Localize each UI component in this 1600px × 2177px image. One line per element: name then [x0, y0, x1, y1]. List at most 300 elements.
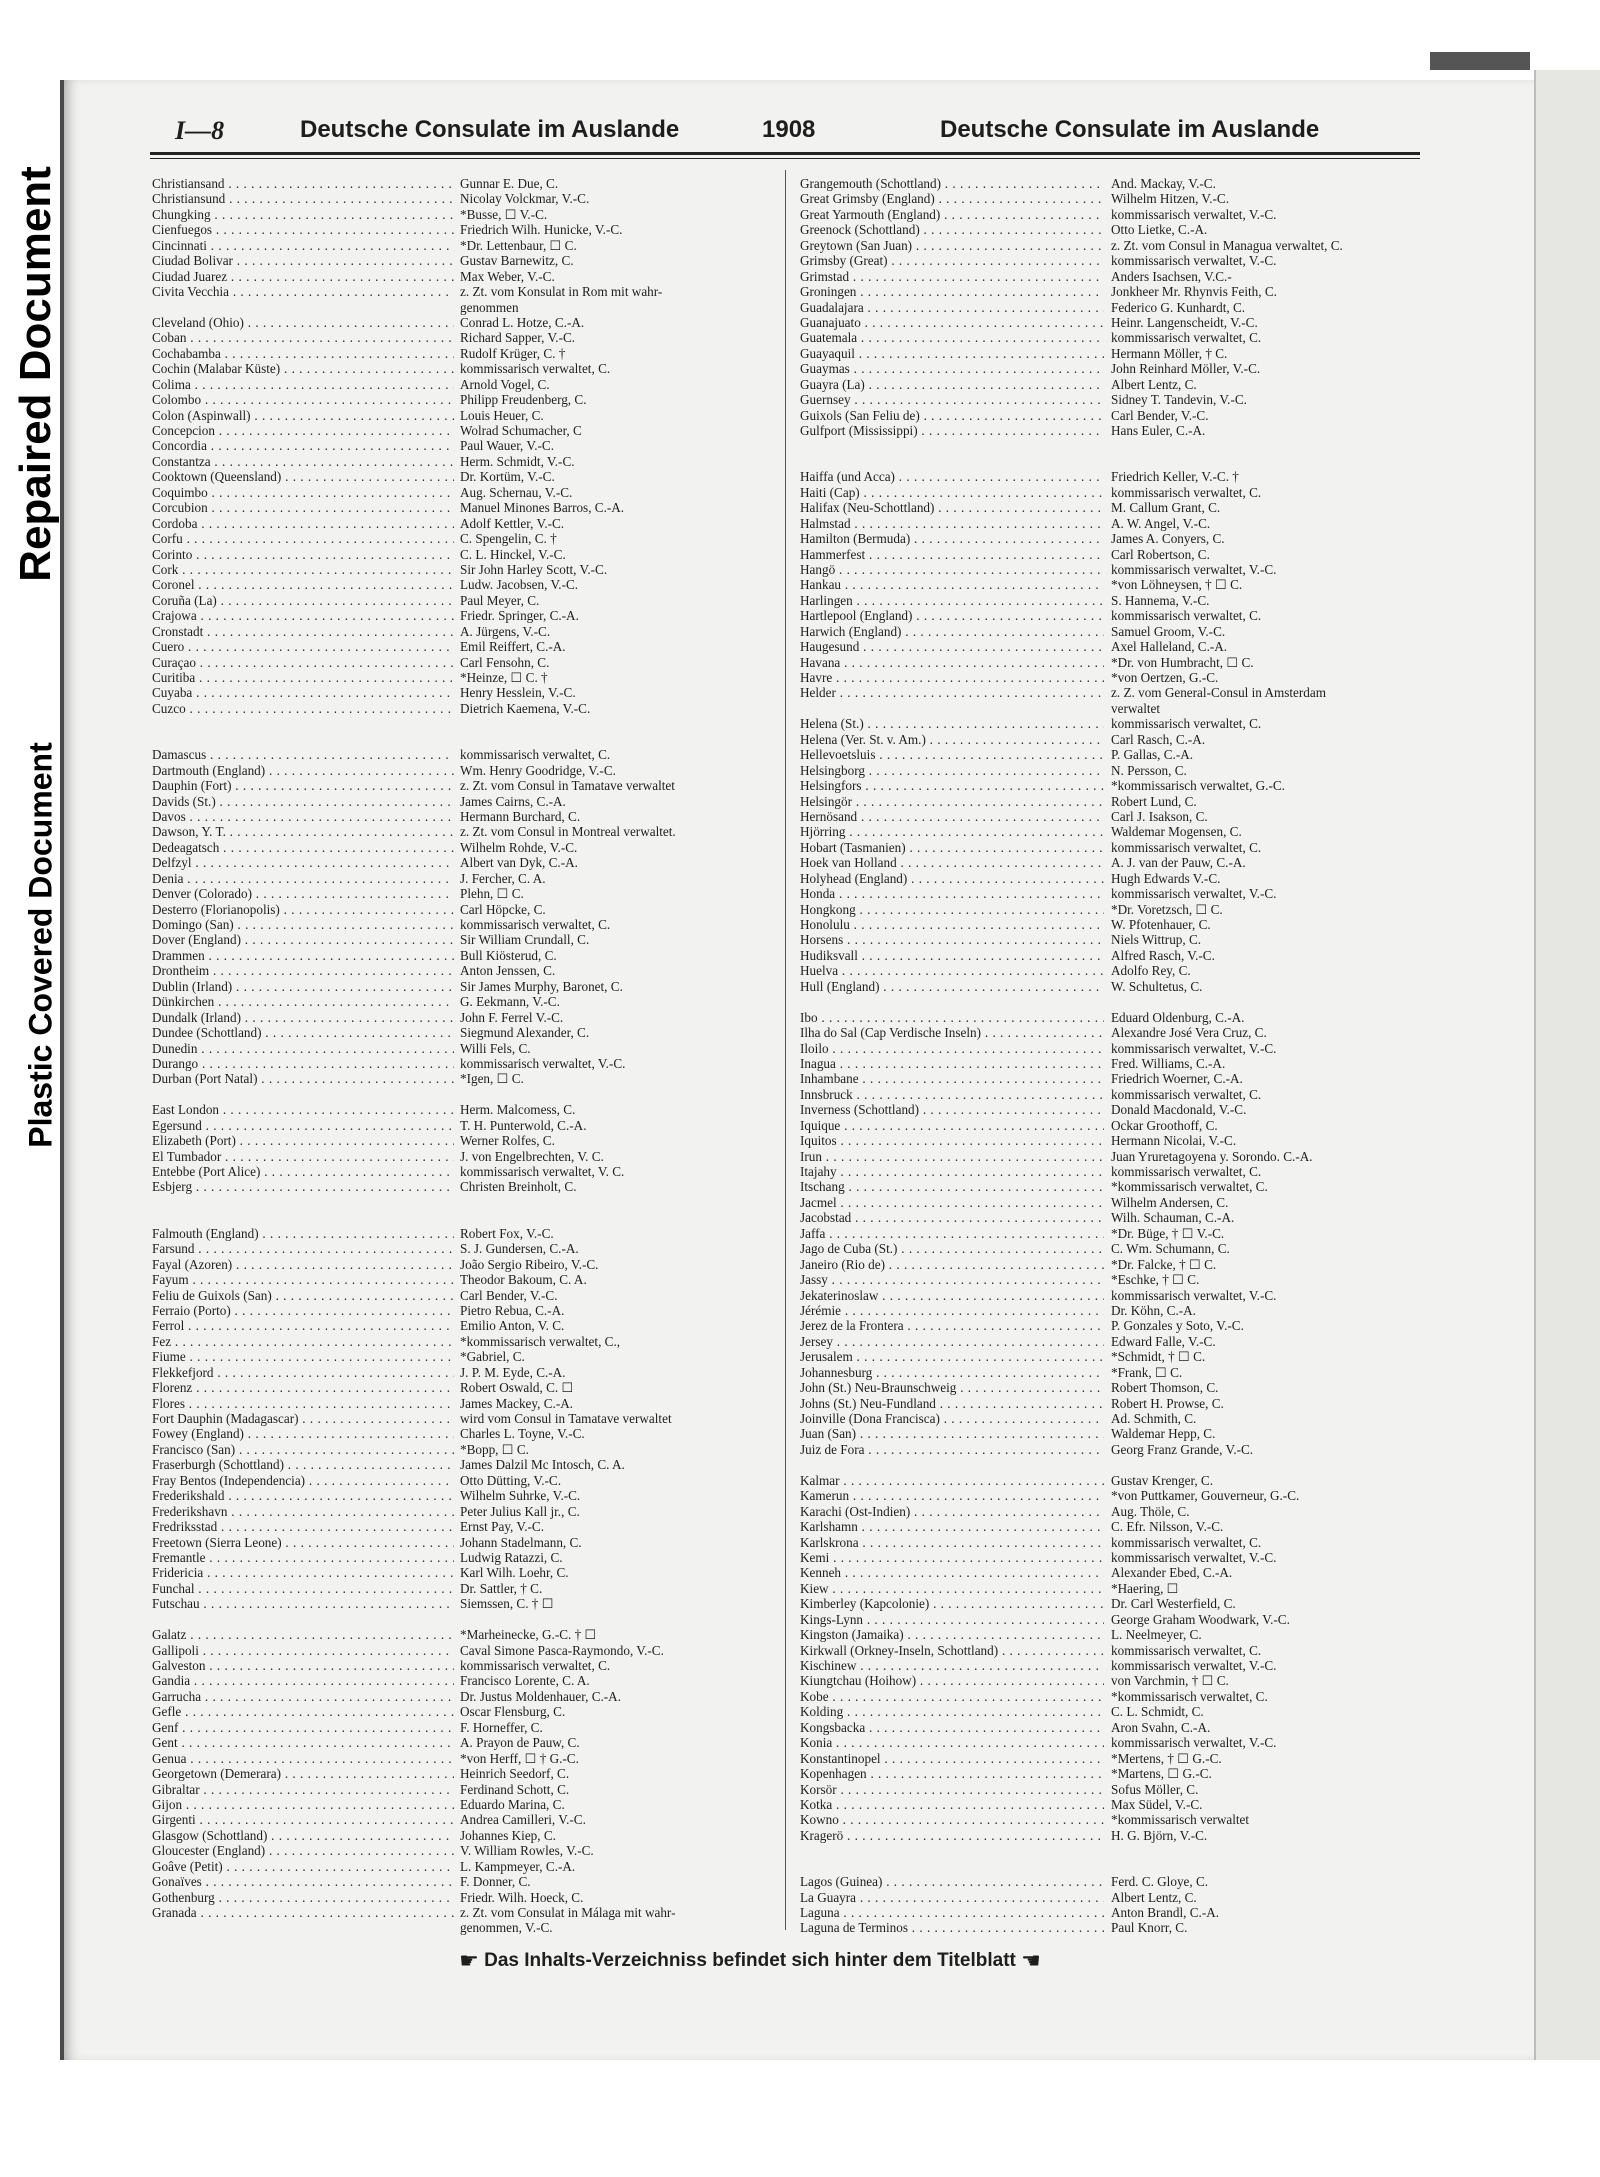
consul-name: Anders Isachsen, V.C.- — [1111, 268, 1232, 284]
consul-name: Carl Höpcke, C. — [460, 901, 546, 917]
place-name: Cochin (Malabar Küste) . . . — [152, 361, 454, 376]
place-name: Kiew . . . — [800, 1581, 1104, 1596]
consulate-entry — [152, 1766, 772, 1781]
place-name: Gulfport (Mississippi) . . . — [800, 423, 1104, 438]
consul-name: W. Pfotenhauer, C. — [1111, 917, 1211, 932]
consul-name: *Schmidt, † ☐ C. — [1111, 1349, 1206, 1365]
consulate-entry — [800, 1257, 1430, 1272]
place-name: Helsingfors . . . — [800, 778, 1104, 793]
consulate-entry — [800, 1797, 1430, 1812]
place-name: Fray Bentos (Independencia) . . . — [152, 1473, 454, 1488]
consulate-entry — [800, 778, 1430, 793]
consul-name: Oscar Flensburg, C. — [460, 1704, 566, 1720]
place-name: Jersey . . . — [800, 1334, 1104, 1349]
consul-name: genommen, V.-C. — [460, 1920, 553, 1936]
place-name: Hobart (Tasmanien) . . . — [800, 840, 1104, 855]
place-name: Galveston . . . — [152, 1658, 454, 1673]
place-name: Dover (England) . . . — [152, 932, 454, 947]
consulate-entry — [800, 1812, 1430, 1827]
place-name: Concepcion . . . — [152, 423, 454, 438]
place-name: Kotka . . . — [800, 1797, 1104, 1812]
consulate-entry — [800, 1643, 1430, 1658]
consulate-entry — [800, 1010, 1430, 1025]
consulate-entry — [152, 361, 772, 376]
consul-name: A. J. van der Pauw, C.-A. — [1111, 855, 1246, 871]
consulate-entry — [152, 1149, 772, 1164]
consul-name: Dietrich Kaemena, V.-C. — [460, 700, 591, 716]
consul-name: Nicolay Volckmar, V.-C. — [460, 191, 590, 207]
consulate-entry — [152, 1257, 772, 1272]
place-name: Halifax (Neu-Schottland) . . . — [800, 500, 1104, 515]
consulate-entry — [152, 1658, 772, 1673]
place-name: Cienfuegos . . . — [152, 222, 454, 237]
header-title-right: Deutsche Consulate im Auslande — [940, 116, 1320, 143]
consulate-entry — [800, 438, 1430, 453]
place-name: Fayal (Azoren) . . . — [152, 1257, 454, 1272]
consulate-entry — [152, 1426, 772, 1441]
consul-name: C. L. Schmidt, C. — [1111, 1704, 1204, 1720]
consul-name: Robert Lund, C. — [1111, 793, 1197, 809]
consulate-entry — [800, 747, 1430, 762]
consul-name: Robert H. Prowse, C. — [1111, 1395, 1224, 1411]
place-name: Greytown (San Juan) . . . — [800, 238, 1104, 253]
consul-name: Willi Fels, C. — [460, 1040, 531, 1056]
consulate-entry — [152, 562, 772, 577]
consulate-entry — [800, 1426, 1430, 1441]
place-name: Drontheim . . . — [152, 963, 454, 978]
place-name: Granada . . . — [152, 1905, 454, 1920]
consul-name: *Bopp, ☐ C. — [460, 1441, 529, 1457]
place-name: Halmstad . . . — [800, 516, 1104, 531]
consul-name: Friedrich Wilh. Hunicke, V.-C. — [460, 222, 623, 238]
consulate-entry — [152, 408, 772, 423]
consulate-entry — [800, 1874, 1430, 1889]
consulate-entry — [152, 932, 772, 947]
consulate-entry — [800, 1179, 1430, 1194]
consulate-entry — [152, 346, 772, 361]
consul-name: Ad. Schmith, C. — [1111, 1411, 1197, 1426]
place-name: Kiungtchau (Hoihow) . . . — [800, 1673, 1104, 1688]
consulate-entry — [152, 1087, 772, 1102]
consulate-entry — [800, 1288, 1430, 1303]
consul-name: Rudolf Krüger, C. † — [460, 345, 566, 361]
consul-name: Richard Sapper, V.-C. — [460, 330, 576, 346]
consul-name: kommissarisch verwaltet, C. — [1111, 1164, 1262, 1179]
consulate-entry — [152, 809, 772, 824]
place-name: Karlshamn . . . — [800, 1519, 1104, 1534]
consul-name: Eduardo Marina, C. — [460, 1796, 565, 1812]
consul-name: João Sergio Ribeiro, V.-C. — [460, 1256, 599, 1272]
consul-name: Gunnar E. Due, C. — [460, 176, 559, 191]
consulate-entry — [152, 840, 772, 855]
place-name: Iquique . . . — [800, 1118, 1104, 1133]
consulate-entry — [152, 1689, 772, 1704]
consul-name: S. Hannema, V.-C. — [1111, 592, 1210, 608]
place-name: Genf . . . — [152, 1720, 454, 1735]
place-name: Hudiksvall . . . — [800, 948, 1104, 963]
place-name: Colombo . . . — [152, 392, 454, 407]
place-name: Domingo (San) . . . — [152, 917, 454, 932]
place-name: Harwich (England) . . . — [800, 624, 1104, 639]
consul-name: Wolrad Schumacher, C — [460, 423, 582, 438]
consul-name: Dr. Kortüm, V.-C. — [460, 469, 555, 485]
place-name: Grangemouth (Schottland) . . . — [800, 176, 1104, 191]
consulate-entry — [152, 531, 772, 546]
consulate-entry — [800, 624, 1430, 639]
consul-name: kommissarisch verwaltet, C. — [460, 361, 611, 377]
place-name: Delfzyl . . . — [152, 855, 454, 870]
place-name: Cleveland (Ohio) . . . — [152, 315, 454, 330]
consul-name: Otto Lietke, C.-A. — [1111, 222, 1208, 238]
consulate-entry — [152, 1349, 772, 1364]
consulate-entry — [800, 1535, 1430, 1550]
consulate-entry — [800, 222, 1430, 237]
place-name: Kopenhagen . . . — [800, 1766, 1104, 1781]
consul-name: Anton Jenssen, C. — [460, 963, 556, 979]
consulate-entry — [800, 207, 1430, 222]
consulate-entry — [800, 1920, 1430, 1935]
place-name: Esbjerg . . . — [152, 1179, 454, 1194]
consul-name: Sir John Harley Scott, V.-C. — [460, 561, 608, 577]
consul-name: kommissarisch verwaltet, V.-C. — [1111, 886, 1277, 902]
place-name: Gefle . . . — [152, 1704, 454, 1719]
consul-name: *Frank, ☐ C. — [1111, 1364, 1183, 1380]
consul-name: F. Donner, C. — [460, 1874, 531, 1890]
consulate-entry — [152, 1334, 772, 1349]
place-name: Konstantinopel . . . — [800, 1751, 1104, 1766]
place-name: John (St.) Neu-Braunschweig . . . — [800, 1380, 1104, 1395]
consul-name: Waldemar Mogensen, C. — [1111, 824, 1242, 840]
consul-name: J. P. M. Eyde, C.-A. — [460, 1364, 566, 1380]
place-name: Inhambane . . . — [800, 1071, 1104, 1086]
left-column — [152, 176, 772, 1936]
place-name: Kobe . . . — [800, 1689, 1104, 1704]
consulate-entry — [152, 1596, 772, 1611]
consulate-entry — [152, 1041, 772, 1056]
place-name: Durban (Port Natal) . . . — [152, 1071, 454, 1086]
consul-name: Emil Reiffert, C.-A. — [460, 639, 566, 655]
consul-name: Werner Rolfes, C. — [460, 1133, 555, 1149]
consul-name: Karl Wilh. Loehr, C. — [460, 1565, 569, 1581]
consul-name: Max Weber, V.-C. — [460, 268, 555, 284]
place-name: Great Yarmouth (England) . . . — [800, 207, 1104, 222]
consul-name: Hermann Burchard, C. — [460, 808, 581, 824]
consul-name: C. Wm. Schumann, C. — [1111, 1241, 1230, 1257]
consulate-entry — [800, 979, 1430, 994]
place-name: Cordoba . . . — [152, 516, 454, 531]
header-rule — [150, 152, 1420, 155]
pointing-hand-right-icon: ☛ — [459, 1948, 479, 1973]
consul-name: Waldemar Hepp, C. — [1111, 1426, 1216, 1442]
consul-name: *Dr. von Humbracht, ☐ C. — [1111, 654, 1254, 670]
place-name: Kings-Lynn . . . — [800, 1612, 1104, 1627]
consul-name: *Dr. Büge, † ☐ V.-C. — [1111, 1225, 1225, 1241]
place-name: Itajahy . . . — [800, 1164, 1104, 1179]
consul-name: Juan Yruretagoyena y. Sorondo. C.-A. — [1111, 1148, 1313, 1164]
consulate-entry — [152, 485, 772, 500]
consul-name: Siemssen, C. † ☐ — [460, 1596, 554, 1612]
place-name: Kimberley (Kapcolonie) . . . — [800, 1596, 1104, 1611]
consul-name: Carl Rasch, C.-A. — [1111, 731, 1206, 747]
place-name: Curaçao . . . — [152, 655, 454, 670]
consulate-entry — [800, 886, 1430, 901]
consulate-entry — [800, 1149, 1430, 1164]
consul-name: Ferd. C. Gloye, C. — [1111, 1874, 1209, 1890]
place-name: Entebbe (Port Alice) . . . — [152, 1164, 454, 1179]
consulate-entry — [152, 1303, 772, 1318]
consul-name: Ferdinand Schott, C. — [460, 1781, 570, 1797]
consul-name: C. L. Hinckel, V.-C. — [460, 546, 566, 562]
place-name: Laguna de Terminos . . . — [800, 1920, 1104, 1935]
consul-name: G. Eekmann, V.-C. — [460, 994, 560, 1010]
consul-name: Edward Falle, V.-C. — [1111, 1333, 1216, 1349]
consulate-entry — [800, 1071, 1430, 1086]
consulate-entry — [152, 1010, 772, 1025]
consul-name: S. J. Gundersen, C.-A. — [460, 1241, 579, 1257]
consulate-entry — [152, 176, 772, 191]
consulate-entry — [800, 253, 1430, 268]
consul-name: Ludwig Ratazzi, C. — [460, 1549, 563, 1565]
place-name: Genua . . . — [152, 1751, 454, 1766]
consulate-entry — [152, 222, 772, 237]
place-name: Horsens . . . — [800, 932, 1104, 947]
repaired-document-label: Repaired Document — [10, 118, 62, 630]
consul-name: Aug. Schernau, V.-C. — [460, 484, 573, 500]
consulate-entry — [800, 469, 1430, 484]
consul-name: Pietro Rebua, C.-A. — [460, 1302, 565, 1318]
consul-name: kommissarisch verwaltet, V.-C. — [1111, 1549, 1277, 1565]
consul-name: kommissarisch verwaltet, V.-C. — [1111, 1735, 1277, 1751]
consulate-entry — [800, 284, 1430, 299]
consul-name: Eduard Oldenburg, C.-A. — [1111, 1009, 1245, 1025]
consulate-entry — [152, 1751, 772, 1766]
consul-name: P. Gallas, C.-A. — [1111, 747, 1194, 763]
consul-name: kommissarisch verwaltet, V.-C. — [1111, 206, 1277, 222]
consulate-entry — [800, 1056, 1430, 1071]
consul-name: Jonkheer Mr. Rhynvis Feith, C. — [1111, 284, 1277, 300]
consulate-entry — [152, 1272, 772, 1287]
consul-name: Robert Thomson, C. — [1111, 1380, 1219, 1396]
consul-name: M. Callum Grant, C. — [1111, 500, 1221, 516]
consulate-entry — [800, 377, 1430, 392]
place-name: Fridericia . . . — [152, 1565, 454, 1580]
consul-name: James Cairns, C.-A. — [460, 793, 566, 809]
place-name: Christiansund . . . — [152, 191, 454, 206]
page-tab — [1430, 52, 1530, 70]
consulate-entry — [152, 979, 772, 994]
consulate-entry — [800, 1704, 1430, 1719]
consul-name: kommissarisch verwaltet, V.-C. — [1111, 1658, 1277, 1673]
consulate-entry — [152, 917, 772, 932]
consulate-entry — [152, 500, 772, 515]
consulate-entry — [800, 855, 1430, 870]
consulate-entry — [800, 1658, 1430, 1673]
consul-name: z. Zt. vom Konsulat in Rom mit wahr- — [460, 284, 663, 300]
consul-name: Herm. Malcomess, C. — [460, 1102, 576, 1118]
consul-name: Max Südel, V.-C. — [1111, 1796, 1203, 1812]
place-name: Gloucester (England) . . . — [152, 1843, 454, 1858]
consulate-entry — [152, 763, 772, 778]
place-name: Fremantle . . . — [152, 1550, 454, 1565]
consul-name: Paul Wauer, V.-C. — [460, 438, 555, 454]
consulate-entry — [800, 794, 1430, 809]
place-name: Irun . . . — [800, 1149, 1104, 1164]
place-name: Girgenti . . . — [152, 1812, 454, 1827]
consulate-entry — [800, 547, 1430, 562]
consul-name: Otto Dütting, V.-C. — [460, 1472, 561, 1488]
place-name: Guixols (San Feliu de) . . . — [800, 408, 1104, 423]
consul-name: J. Fercher, C. A. — [460, 870, 546, 886]
consulate-entry — [800, 840, 1430, 855]
place-name: Feliu de Guixols (San) . . . — [152, 1288, 454, 1303]
place-name: Galatz . . . — [152, 1627, 454, 1642]
place-name: Frederikshavn . . . — [152, 1504, 454, 1519]
consul-name: kommissarisch verwaltet, C. — [1111, 716, 1262, 732]
consul-name: Gustav Krenger, C. — [1111, 1472, 1214, 1488]
consul-name: And. Mackay, V.-C. — [1111, 176, 1216, 191]
consulate-entry — [800, 1581, 1430, 1596]
consulate-entry — [800, 1673, 1430, 1688]
consulate-entry — [800, 994, 1430, 1009]
consulate-entry — [152, 871, 772, 886]
consulate-entry — [152, 732, 772, 747]
consul-name: Emilio Anton, V. C. — [460, 1318, 565, 1334]
consulate-entry — [152, 1890, 772, 1905]
place-name: Coban . . . — [152, 330, 454, 345]
consul-name: Wilh. Schauman, C.-A. — [1111, 1210, 1235, 1226]
consulate-entry — [152, 1735, 772, 1750]
consul-name: *Martens, ☐ G.-C. — [1111, 1766, 1212, 1782]
place-name: Chungking . . . — [152, 207, 454, 222]
consul-name: Arnold Vogel, C. — [460, 376, 550, 392]
consulate-entry — [800, 1442, 1430, 1457]
place-name: Jaffa . . . — [800, 1226, 1104, 1241]
consul-name: *von Puttkamer, Gouverneur, G.-C. — [1111, 1488, 1300, 1504]
consulate-entry — [800, 1828, 1430, 1843]
consul-name: *von Löhneysen, † ☐ C. — [1111, 577, 1243, 593]
consulate-entry — [152, 670, 772, 685]
place-name: Cuzco . . . — [152, 701, 454, 716]
place-name: Dünkirchen . . . — [152, 994, 454, 1009]
consulate-entry — [152, 1396, 772, 1411]
consulate-entry — [152, 1118, 772, 1133]
consul-name: kommissarisch verwaltet, V.-C. — [1111, 561, 1277, 577]
consulate-entry — [800, 1457, 1430, 1472]
consul-name: Bull Kiösterud, C. — [460, 947, 557, 963]
consulate-entry — [800, 454, 1430, 469]
place-name: Dublin (Irland) . . . — [152, 979, 454, 994]
place-name: Johns (St.) Neu-Fundland . . . — [800, 1396, 1104, 1411]
place-name: Guaymas . . . — [800, 361, 1104, 376]
place-name: Frederikshald . . . — [152, 1488, 454, 1503]
consul-name: Axel Halleland, C.-A. — [1111, 639, 1228, 655]
consulate-entry — [152, 1442, 772, 1457]
consulate-entry — [800, 716, 1430, 731]
consul-name: Johannes Kiep, C. — [460, 1827, 556, 1843]
place-name: Grimsby (Great) . . . — [800, 253, 1104, 268]
consul-name: Adolf Kettler, V.-C. — [460, 515, 565, 531]
consul-name: John Reinhard Möller, V.-C. — [1111, 361, 1261, 377]
consul-name: kommissarisch verwaltet, C. — [1111, 1534, 1262, 1550]
place-name: Ilha do Sal (Cap Verdische Inseln) . . . — [800, 1025, 1104, 1040]
consul-name: kommissarisch verwaltet, C. — [1111, 1086, 1262, 1102]
consulate-entry — [800, 1349, 1430, 1364]
place-name: Coquimbo . . . — [152, 485, 454, 500]
place-name: Cork . . . — [152, 562, 454, 577]
consulate-entry — [800, 1365, 1430, 1380]
consulate-entry — [800, 577, 1430, 592]
place-name: Kragerö . . . — [800, 1828, 1104, 1843]
consul-name: *kommissarisch verwaltet, G.-C. — [1111, 778, 1285, 794]
consul-name: *Gabriel, C. — [460, 1349, 525, 1365]
consul-name: *Busse, ☐ V.-C. — [460, 206, 548, 222]
consul-name: Dr. Köhn, C.-A. — [1111, 1302, 1196, 1318]
place-name: Helena (St.) . . . — [800, 716, 1104, 731]
place-name: Denver (Colorado) . . . — [152, 886, 454, 901]
consulate-entry — [152, 624, 772, 639]
consulate-entry — [152, 655, 772, 670]
consul-name: Friedr. Wilh. Hoeck, C. — [460, 1889, 584, 1905]
consul-name: Alexander Ebed, C.-A. — [1111, 1565, 1233, 1581]
consulate-entry — [152, 685, 772, 700]
consul-name: J. von Engelbrechten, V. C. — [460, 1148, 604, 1164]
place-name: Hartlepool (England) . . . — [800, 608, 1104, 623]
consul-name: Robert Oswald, C. ☐ — [460, 1380, 574, 1396]
consul-name: W. Schultetus, C. — [1111, 978, 1203, 994]
place-name: Cronstadt . . . — [152, 624, 454, 639]
place-name: Ibo . . . — [800, 1010, 1104, 1025]
consulate-entry — [152, 1025, 772, 1040]
place-name: Jerez de la Frontera . . . — [800, 1318, 1104, 1333]
consul-name: John F. Ferrel V.-C. — [460, 1009, 564, 1025]
consul-name: Sofus Möller, C. — [1111, 1781, 1199, 1797]
consulate-entry — [152, 794, 772, 809]
place-name: Haiti (Cap) . . . — [800, 485, 1104, 500]
consul-name: Dr. Sattler, † C. — [460, 1580, 543, 1596]
place-name: Janeiro (Rio de) . . . — [800, 1257, 1104, 1272]
place-name: Coronel . . . — [152, 577, 454, 592]
place-name: Goâve (Petit) . . . — [152, 1859, 454, 1874]
consul-name: kommissarisch verwaltet, C. — [1111, 330, 1262, 346]
consul-name: Hermann Nicolai, V.-C. — [1111, 1133, 1237, 1149]
consul-name: *Haering, ☐ — [1111, 1580, 1179, 1596]
consul-name: Federico G. Kunhardt, C. — [1111, 299, 1246, 315]
consulate-entry — [152, 1179, 772, 1194]
place-name: Juan (San) . . . — [800, 1426, 1104, 1441]
place-name: Davos . . . — [152, 809, 454, 824]
consul-name: C. Efr. Nilsson, V.-C. — [1111, 1519, 1224, 1535]
consul-name: Friedrich Woerner, C.-A. — [1111, 1071, 1243, 1087]
consul-name: kommissarisch verwaltet, C. — [1111, 839, 1262, 855]
place-name: Huelva . . . — [800, 963, 1104, 978]
consul-name: *Dr. Lettenbaur, ☐ C. — [460, 237, 577, 253]
place-name: Hamilton (Bermuda) . . . — [800, 531, 1104, 546]
consul-name: z. Zt. vom Consul in Managua verwaltet, C. — [1111, 237, 1343, 253]
place-name: Hernösand . . . — [800, 809, 1104, 824]
consulate-entry — [800, 685, 1430, 700]
consul-name: Siegmund Alexander, C. — [460, 1025, 590, 1041]
consul-name: A. Jürgens, V.-C. — [460, 623, 551, 639]
consul-name: Heinrich Seedorf, C. — [460, 1766, 570, 1782]
place-name: Karlskrona . . . — [800, 1535, 1104, 1550]
consul-name: kommissarisch verwaltet, C. — [1111, 484, 1262, 500]
consul-name: *von Oertzen, G.-C. — [1111, 670, 1219, 685]
consul-name: Wilhelm Andersen, C. — [1111, 1194, 1229, 1210]
consul-name: Albert van Dyk, C.-A. — [460, 855, 578, 871]
consulate-entry — [800, 531, 1430, 546]
place-name: Jago de Cuba (St.) . . . — [800, 1241, 1104, 1256]
place-name: El Tumbador . . . — [152, 1149, 454, 1164]
